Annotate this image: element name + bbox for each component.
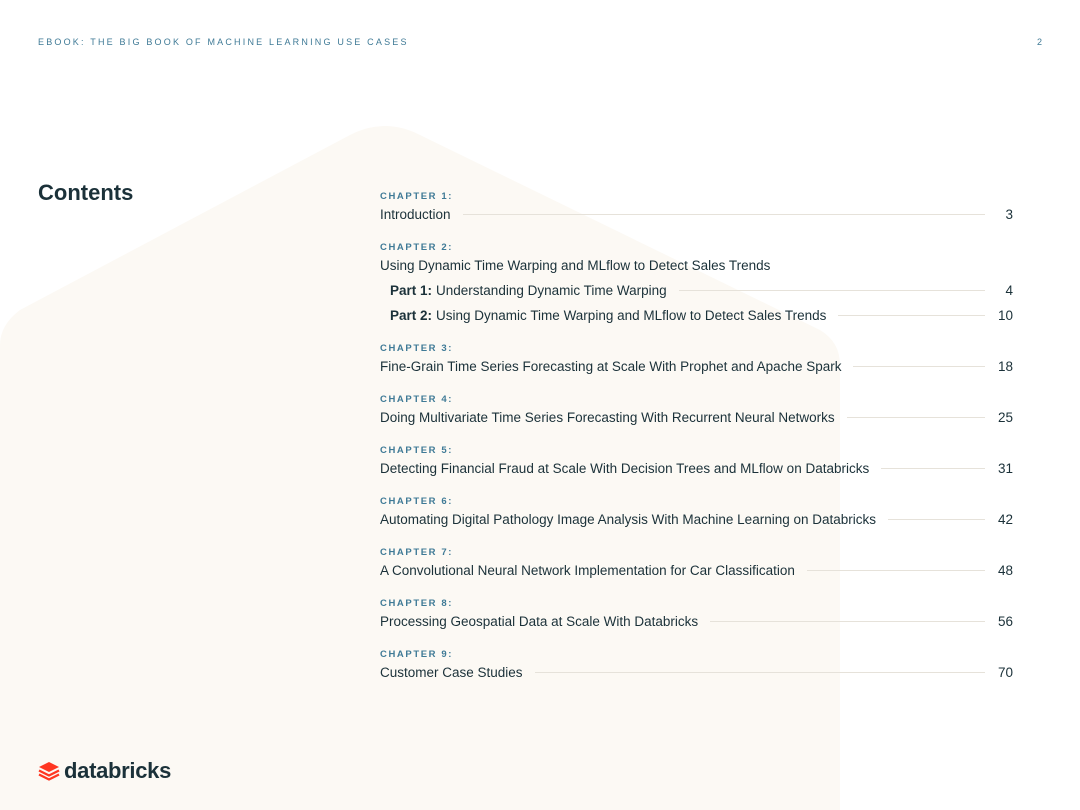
chapter-title: Using Dynamic Time Warping and MLflow to Detect Sales Trends: [380, 258, 771, 273]
chapter-title: Detecting Financial Fraud at Scale With Decision Trees and MLflow on Databricks: [380, 461, 870, 476]
chapter-title: Fine-Grain Time Series Forecasting at Scale With Prophet and Apache Spark: [380, 359, 842, 374]
chapter-label: CHAPTER 3:: [380, 343, 454, 354]
chapter-title: Doing Multivariate Time Series Forecasting With Recurrent Neural Networks: [380, 410, 835, 425]
chapter-title: Customer Case Studies: [380, 665, 523, 680]
leader-line: [679, 290, 985, 291]
chapter-page-number: 3: [1005, 207, 1013, 222]
toc-part-entry[interactable]: [380, 303, 1013, 328]
toc-chapter: [380, 648, 1013, 685]
toc-entry[interactable]: [380, 559, 1013, 583]
chapter-page-number: 48: [997, 563, 1013, 578]
chapter-label: CHAPTER 1:: [380, 191, 454, 202]
chapter-page-number: 25: [997, 410, 1013, 425]
chapter-label: CHAPTER 6:: [380, 496, 454, 507]
toc-chapter: [380, 190, 1013, 227]
logo-text: databricks: [64, 758, 172, 783]
chapter-title: Processing Geospatial Data at Scale With Databricks: [380, 614, 699, 629]
toc-entry[interactable]: [380, 355, 1013, 379]
leader-line: [710, 621, 985, 622]
leader-line: [847, 417, 985, 418]
toc-chapter: [380, 597, 1013, 634]
chapter-title: Introduction: [380, 207, 451, 222]
databricks-layers-icon: [38, 761, 60, 781]
toc-chapter: [380, 342, 1013, 379]
toc-chapter: [380, 444, 1013, 481]
leader-line: [535, 672, 985, 673]
table-of-contents: [380, 190, 1013, 699]
leader-line: [807, 570, 985, 571]
part-title: Using Dynamic Time Warping and MLflow to Detect Sales Trends: [436, 308, 827, 323]
chapter-label: CHAPTER 2:: [380, 242, 454, 253]
leader-line: [838, 315, 985, 316]
part-label: Part 2:: [390, 308, 433, 323]
part-label: Part 1:: [390, 283, 433, 298]
toc-entry[interactable]: [380, 406, 1013, 430]
toc-entry[interactable]: [380, 203, 1013, 227]
contents-heading: Contents: [38, 180, 134, 205]
toc-chapter: [380, 546, 1013, 583]
chapter-label: CHAPTER 4:: [380, 394, 454, 405]
chapter-label: CHAPTER 7:: [380, 547, 454, 558]
leader-line: [888, 519, 985, 520]
leader-line: [463, 214, 985, 215]
toc-entry[interactable]: [380, 610, 1013, 634]
databricks-logo: [38, 758, 171, 784]
toc-chapter: [380, 241, 1013, 328]
chapter-page-number: 70: [997, 665, 1013, 680]
part-page-number: 10: [997, 308, 1013, 323]
toc-chapter: [380, 495, 1013, 532]
chapter-label: CHAPTER 9:: [380, 649, 454, 660]
toc-entry[interactable]: [380, 254, 1013, 278]
toc-entry[interactable]: [380, 508, 1013, 532]
toc-part-entry[interactable]: [380, 278, 1013, 303]
chapter-title: Automating Digital Pathology Image Analysis With Machine Learning on Databricks: [380, 512, 877, 527]
chapter-page-number: 18: [997, 359, 1013, 374]
part-page-number: 4: [1005, 283, 1013, 298]
chapter-title: A Convolutional Neural Network Implementation for Car Classification: [380, 563, 795, 578]
leader-line: [881, 468, 985, 469]
chapter-page-number: 56: [997, 614, 1013, 629]
chapter-label: CHAPTER 5:: [380, 445, 454, 456]
chapter-page-number: 42: [997, 512, 1013, 527]
part-title: Understanding Dynamic Time Warping: [436, 283, 667, 298]
leader-line: [853, 366, 985, 367]
toc-chapter: [380, 393, 1013, 430]
toc-entry[interactable]: [380, 661, 1013, 685]
header-title: EBOOK: THE BIG BOOK OF MACHINE LEARNING USE CASES: [38, 37, 409, 47]
page-number: 2: [1036, 37, 1042, 47]
chapter-page-number: 31: [997, 461, 1013, 476]
toc-entry[interactable]: [380, 457, 1013, 481]
chapter-label: CHAPTER 8:: [380, 598, 454, 609]
